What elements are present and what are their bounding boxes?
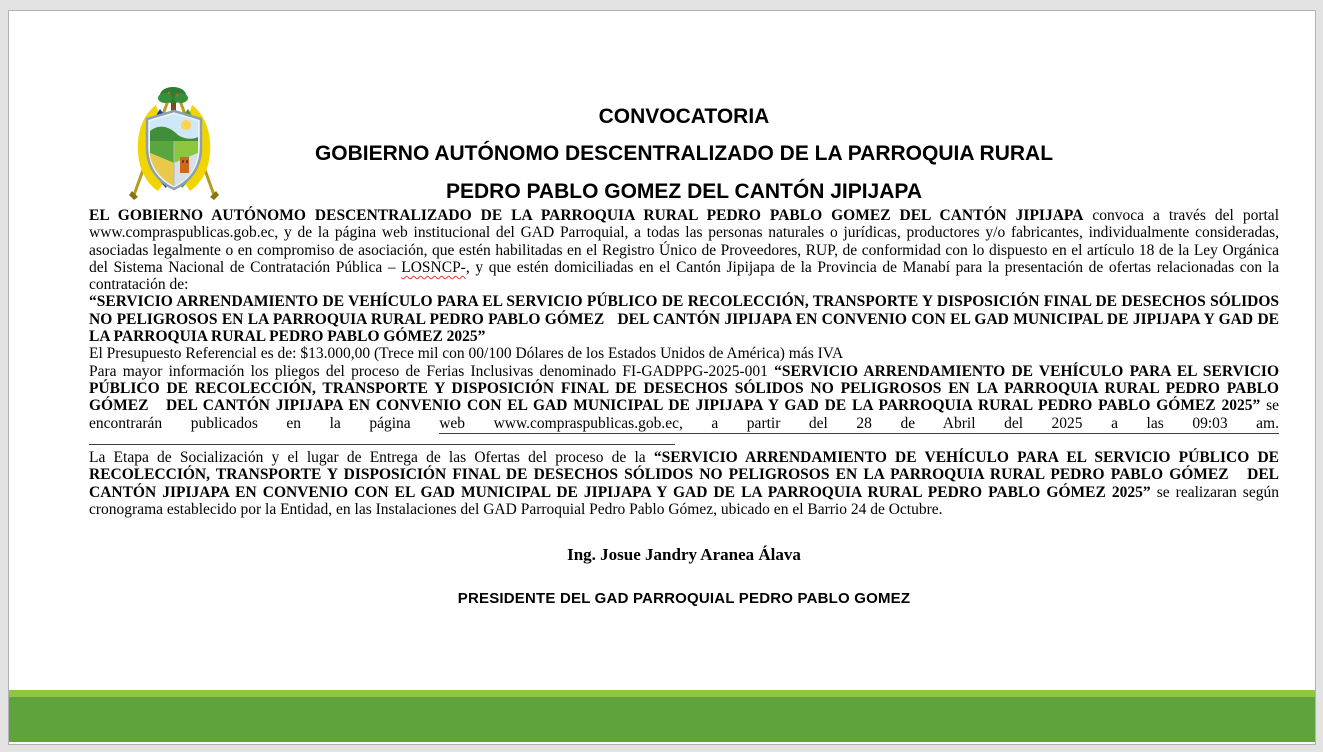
paragraph-service-title: “SERVICIO ARRENDAMIENTO DE VEHÍCULO PARA EL SERVICIO PÚBLICO DE RECOLECCIÓN, TRANSPORTE Y DISPOSICIÓN FINAL DE DESECHOS SÓLIDOS NO PELIGROSOS EN LA PARROQUIA RURAL PEDRO PABLO GÓMEZ DEL CANTÓN JIPIJAPA EN CONVENIO CON EL GAD MUNICIPAL DE JIPIJAPA Y GAD DE LA PARROQUIA RURAL PEDRO PABLO GÓMEZ 2025” <box>89 293 1279 346</box>
footer-bar-light-green <box>9 690 1315 697</box>
socialization-service-title-bold: “SERVICIO ARRENDAMIENTO DE VEHÍCULO PARA EL SERVICIO PÚBLICO DE RECOLECCIÓN, TRANSPORTE Y DISPOSICIÓN FINAL DE DESECHOS SÓLIDOS NO PELIGROSOS EN LA PARROQUIA RURAL PEDRO PABLO GÓMEZ DEL CANTÓN JIPIJAPA EN CONVENIO CON EL GAD MUNICIPAL DE JIPIJAPA Y GAD DE LA PARROQUIA RURAL PEDRO PABLO GÓMEZ 2025” <box>89 449 1280 501</box>
signature-title: PRESIDENTE DEL GAD PARROQUIAL PEDRO PABLO GOMEZ <box>457 590 911 608</box>
coat-of-arms-icon <box>104 83 244 203</box>
spellcheck-word: LOSNCP- <box>401 258 466 276</box>
signature-name: Ing. Josue Jandry Aranea Álava <box>567 545 801 565</box>
document-page <box>8 10 1316 745</box>
fill-underline-rule <box>89 442 675 445</box>
publication-text-a: Para mayor información los pliegos del proceso de Ferias Inclusivas denominado FI-GADPPG-2025-001 <box>89 362 775 380</box>
socialization-text-b: se realizaran según cronograma establecido por la Entidad, en las Instalaciones del GAD Parroquial Pedro Pablo Gómez, ubicado en el Barrio 24 de Octubre. <box>89 483 1279 519</box>
document-body <box>9 207 1315 607</box>
heading-line-1: GOBIERNO AUTÓNOMO DESCENTRALIZADO DE LA PARROQUIA RURAL <box>314 142 1054 165</box>
publication-text-b: se encontrarán publicados en la página <box>89 397 1279 432</box>
publication-underlined-url-date: web www.compraspublicas.gob.ec, a partir del 28 de Abril del 2025 a las 09:03 am. <box>439 414 1279 432</box>
intro-entity-bold: EL GOBIERNO AUTÓNOMO DESCENTRALIZADO DE LA PARROQUIA RURAL PEDRO PABLO GOMEZ DEL CANTÓN JIPIJAPA <box>89 207 1084 224</box>
intro-text-a: convoca a través del portal www.compraspublicas.gob.ec, y de la página web institucional del GAD Parroquial, a todas las personas naturales o jurídicas, productores y/o fabricantes, individualmente consideradas, asociadas legalmente o en compromiso de asociación, que estén habilitadas en el Registro Único de Proveedores, RUP, de conformidad con lo dispuesto en el artículo 18 de la Ley Orgánica del Sistema Nacional de Contratación Pública – <box>89 207 1279 276</box>
publication-service-title-bold: “SERVICIO ARRENDAMIENTO DE VEHÍCULO PARA EL SERVICIO PÚBLICO DE RECOLECCIÓN, TRANSPORTE Y DISPOSICIÓN FINAL DE DESECHOS SÓLIDOS NO PELIGROSOS EN LA PARROQUIA RURAL PEDRO PABLO GÓMEZ DEL CANTÓN JIPIJAPA EN CONVENIO CON EL GAD MUNICIPAL DE JIPIJAPA Y GAD DE LA PARROQUIA RURAL PEDRO PABLO GÓMEZ 2025” <box>89 362 1280 415</box>
paragraph-socialization <box>89 449 1279 518</box>
socialization-text-a: La Etapa de Socialización y el lugar de Entrega de las Ofertas del proceso de la <box>89 449 654 467</box>
paragraph-budget: El Presupuesto Referencial es de: $13.000,00 (Trece mil con 00/100 Dólares de los Estados Unidos de América) más IVA <box>89 345 844 363</box>
footer-bar-dark-green <box>9 697 1315 742</box>
paragraph-intro <box>89 207 1279 293</box>
page-title: CONVOCATORIA <box>598 105 770 128</box>
paragraph-publication <box>89 363 1279 449</box>
heading-line-2: PEDRO PABLO GOMEZ DEL CANTÓN JIPIJAPA <box>445 180 923 203</box>
intro-text-b: , y que estén domiciliadas en el Cantón Jipijapa de la Provincia de Manabí para la presentación de ofertas relacionadas con la contratación de: <box>89 258 1279 294</box>
